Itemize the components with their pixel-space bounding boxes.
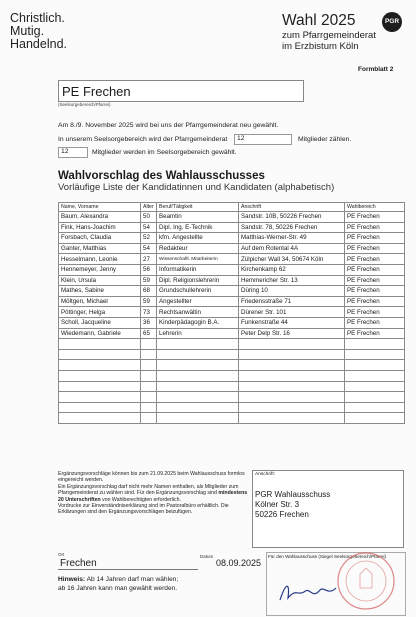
empty-table-row [59,339,405,350]
column-header: Anschrift [239,203,345,212]
intro-line-3-post: Mitglieder werden im Seelsorgebereich gewählt. [92,149,237,156]
table-cell: PE Frechen [345,254,405,265]
intro-line-2-post: Mitglieder zählen. [298,136,352,143]
table-cell: Hennemeyer, Jenny [59,264,141,275]
note-rules [58,484,254,503]
datum-value: 08.09.2025 [216,558,262,568]
slogan-line: Handelnd. [10,37,67,51]
empty-table-cell [59,381,141,392]
empty-table-cell [59,339,141,350]
table-row [59,254,405,265]
empty-table-cell [239,349,345,360]
siegel-label: Für den Wahlausschuss (Siegel Seelsorgebereich/Pfarrei) [268,554,387,559]
note-deadline: Ergänzungsvorschläge können bis zum 21.09.2025 beim Wahlausschuss formlos eingereicht werden. [58,471,245,484]
table-cell: Scholl, Jacqueline [59,317,141,328]
table-cell: Friedensstraße 71 [239,296,345,307]
slogan-line: Mutig. [10,24,45,38]
table-cell: PE Frechen [345,307,405,318]
slogan-line: Christlich. [10,11,65,25]
table-cell: 36 [141,317,157,328]
table-cell: 27 [141,254,157,265]
table-cell: Sandstr. 78, 50226 Frechen [239,222,345,233]
table-row [59,222,405,233]
empty-table-cell [345,413,405,424]
empty-table-cell [59,349,141,360]
empty-table-cell [141,360,157,371]
empty-table-row [59,413,405,424]
candidate-table [58,202,405,424]
subtitle-line: im Erzbistum Köln [282,41,359,52]
table-row [59,296,405,307]
empty-table-cell [141,413,157,424]
table-cell: Kinderpädagogin B.A. [157,317,239,328]
intro-line-1: Am 8./9. November 2025 wird bei uns der Pfarrgemeinderat neu gewählt. [58,122,279,129]
subtitle-line: zum Pfarrgemeinderat [282,30,376,41]
empty-table-cell [239,413,345,424]
table-cell: Sandstr. 10B, 50226 Frechen [239,212,345,223]
table-cell: Baum, Alexandra [59,212,141,223]
table-row [59,286,405,297]
seelsorgebereich-caption: (Seelsorgebereich/Pfarrei) [58,102,111,107]
empty-table-cell [239,402,345,413]
table-cell: Forsbach, Claudia [59,233,141,244]
column-header: Beruf/Tätigkeit [157,203,239,212]
address-line: 50226 Frechen [255,510,309,519]
table-cell: Möltgen, Michael [59,296,141,307]
pgr-logo: PGR [382,12,402,32]
signature [276,578,346,608]
empty-table-cell [157,370,239,381]
seelsorgebereich-name: PE Frechen [62,84,131,99]
table-cell: 54 [141,222,157,233]
table-cell: PE Frechen [345,212,405,223]
empty-table-cell [157,413,239,424]
table-cell: PE Frechen [345,296,405,307]
table-row [59,264,405,275]
pgr-members-field: 12 [234,134,292,145]
table-cell: Düring 10 [239,286,345,297]
address [255,490,330,520]
table-cell: PE Frechen [345,243,405,254]
note-signatures: mindestens 20 Unterschriften [58,490,248,503]
table-cell: Rechtsanwältin [157,307,239,318]
table-cell: Wissenschaftl. Mitarbeiterin [157,254,239,265]
table-cell: Peter Delp Str. 16 [239,328,345,339]
empty-table-cell [345,392,405,403]
table-cell: Wiedemann, Gabriele [59,328,141,339]
empty-table-cell [345,381,405,392]
slogan [10,12,67,51]
column-header: Wahlbereich [345,203,405,212]
wahl-subtitle [282,30,376,52]
empty-table-cell [141,349,157,360]
empty-table-cell [239,360,345,371]
table-row [59,307,405,318]
table-row [59,317,405,328]
table-row [59,233,405,244]
empty-table-row [59,402,405,413]
empty-table-cell [141,339,157,350]
empty-table-cell [59,413,141,424]
table-cell: PE Frechen [345,328,405,339]
empty-table-cell [345,402,405,413]
empty-table-cell [141,402,157,413]
table-cell: PE Frechen [345,317,405,328]
empty-table-cell [157,381,239,392]
proposal-subheading: Vorläufige Liste der Kandidatinnen und Kandidaten (alphabetisch) [58,182,335,193]
wahl-title: Wahl 2025 [282,12,356,29]
table-cell: Funkenstraße 44 [239,317,345,328]
address-line: Kölner Str. 3 [255,500,300,509]
empty-table-cell [59,360,141,371]
empty-table-cell [157,402,239,413]
datum-label: Datum [200,554,214,559]
proposal-heading: Wahlvorschlag des Wahlausschusses [58,170,265,182]
table-cell: Auf dem Rotental 4A [239,243,345,254]
intro-line-2-pre: In unserem Seelsorgebereich wird der Pfarrgemeinderat [58,136,228,143]
table-cell: 52 [141,233,157,244]
table-cell: Hesselmann, Leonie [59,254,141,265]
empty-table-cell [239,381,345,392]
table-cell: Zülpicher Wall 34, 50674 Köln [239,254,345,265]
address-label: Anschrift: [255,472,275,477]
table-cell: 56 [141,264,157,275]
empty-table-cell [239,339,345,350]
table-cell: 73 [141,307,157,318]
column-header: Alter [141,203,157,212]
table-cell: Dipl. Religionslehrerin [157,275,239,286]
empty-table-row [59,392,405,403]
table-cell: Lehrerin [157,328,239,339]
address-line: PGR Wahlausschuss [255,490,331,499]
table-cell: Dürener Str. 101 [239,307,345,318]
table-cell: Beamtin [157,212,239,223]
table-cell: PE Frechen [345,222,405,233]
table-cell: kfm. Angestellte [157,233,239,244]
table-cell: Klein, Ursula [59,275,141,286]
table-cell: Pöttinger, Helga [59,307,141,318]
empty-table-row [59,349,405,360]
table-cell: 54 [141,243,157,254]
table-cell: PE Frechen [345,264,405,275]
table-cell: Informatikerin [157,264,239,275]
note-rules-text: Ein Ergänzungsvorschlag darf nicht mehr Namen enthalten, als Mitglieder zum Pfarrgemeinderat zu wählen sind. Für den Ergänzungsvorschlag sind [58,483,239,497]
table-cell: 65 [141,328,157,339]
table-cell: Angestellter [157,296,239,307]
table-cell: 68 [141,286,157,297]
table-header-row [59,203,405,212]
empty-table-cell [141,392,157,403]
empty-table-cell [157,392,239,403]
empty-table-row [59,360,405,371]
elected-members-field: 12 [58,147,88,158]
empty-table-cell [157,360,239,371]
table-cell: Kirchenkamp 62 [239,264,345,275]
table-cell: Mathes, Sabine [59,286,141,297]
table-cell: Ganter, Matthias [59,243,141,254]
empty-table-cell [239,370,345,381]
empty-table-cell [59,370,141,381]
empty-table-cell [157,349,239,360]
table-row [59,275,405,286]
table-cell: 59 [141,296,157,307]
hinweis-text-1: Ab 14 Jahren darf man wählen; [86,576,179,583]
hinweis [58,575,178,593]
table-cell: Redakteur [157,243,239,254]
hinweis-label: Hinweis: [58,576,86,583]
empty-table-cell [59,402,141,413]
table-row [59,243,405,254]
table-cell: Matthias-Werner-Str. 49 [239,233,345,244]
empty-table-cell [345,360,405,371]
table-row [59,328,405,339]
supplement-notes [58,471,254,516]
table-cell: 59 [141,275,157,286]
column-header: Name, Vorname [59,203,141,212]
empty-table-cell [141,370,157,381]
table-cell: Grundschullehrerin [157,286,239,297]
table-cell: Fink, Hans-Joachim [59,222,141,233]
table-cell: Dipl. Ing. E-Technik [157,222,239,233]
note-forms: Vordrucke zur Einverständniserklärung sind im Pastoralbüro erhältlich. Die Erklärungen sind den Ergänzungsvorschlägen beizufügen. [58,503,229,516]
empty-table-cell [345,349,405,360]
empty-table-row [59,381,405,392]
empty-table-row [59,370,405,381]
table-row [59,212,405,223]
table-cell: PE Frechen [345,286,405,297]
table-cell: 50 [141,212,157,223]
empty-table-cell [345,339,405,350]
ort-label: Ort [58,552,65,557]
empty-table-cell [157,339,239,350]
hinweis-line-1 [58,575,178,584]
empty-table-cell [141,381,157,392]
formblatt-label: Formblatt 2 [358,66,394,73]
empty-table-cell [345,370,405,381]
empty-table-cell [239,392,345,403]
ort-value: Frechen [60,558,97,569]
note-rules-end: von Wahlberechtigten erforderlich. [102,496,181,503]
table-cell: PE Frechen [345,275,405,286]
empty-table-cell [59,392,141,403]
table-cell: PE Frechen [345,233,405,244]
hinweis-text-2: ab 16 Jahren kann man gewählt werden. [58,585,178,592]
table-cell: Hemmericher Str. 13 [239,275,345,286]
